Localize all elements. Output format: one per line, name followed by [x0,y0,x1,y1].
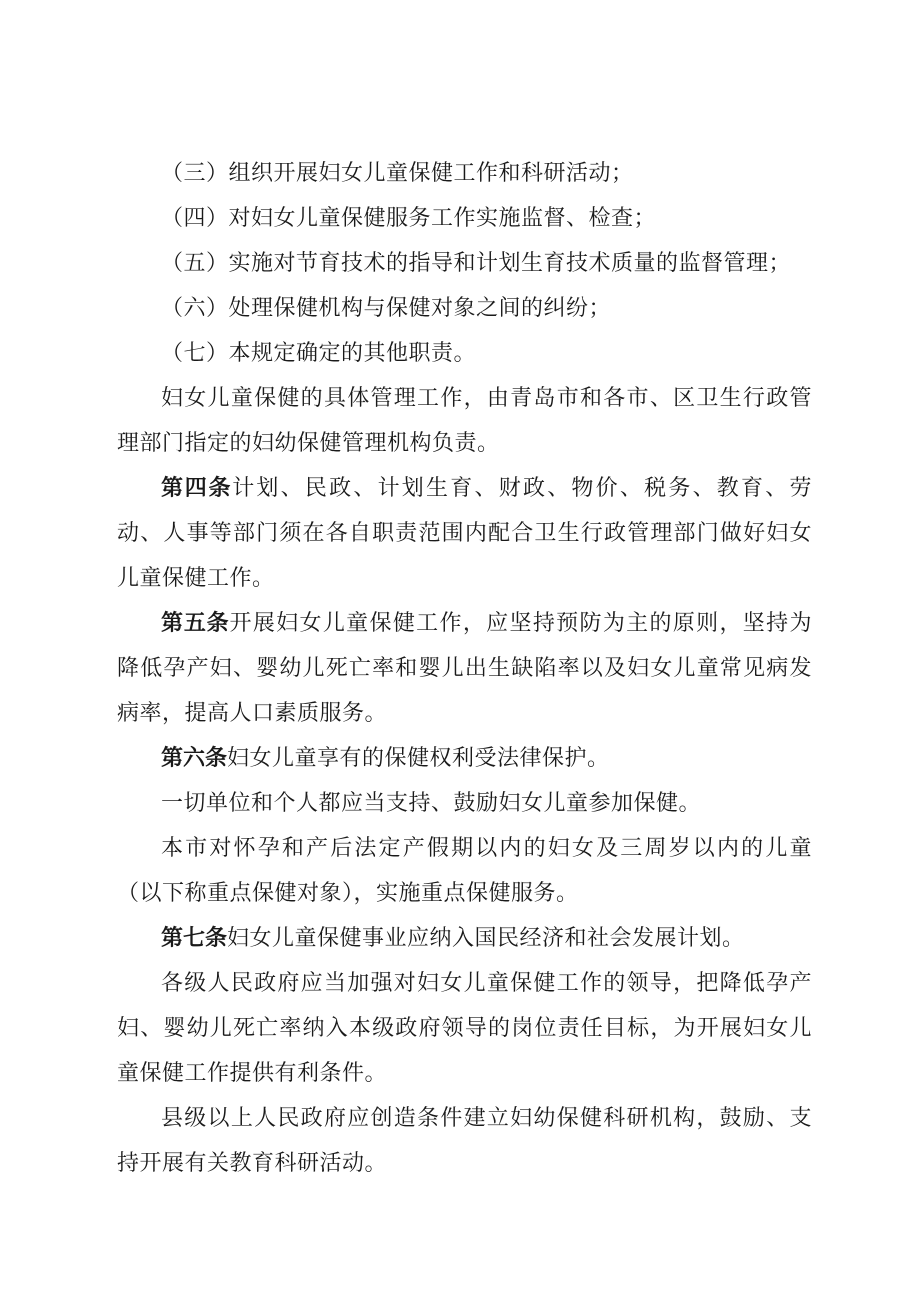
article-7-label: 第七条 [161,926,228,951]
article-6-paragraph [117,736,812,781]
article-5-text: 开展妇女儿童保健工作，应坚持预防为主的原则，坚持为降低孕产妇、婴幼儿死亡率和婴儿出生缺陷率以及妇女儿童常见病发病率，提高人口素质服务。 [117,611,812,726]
list-item-3: （三）组织开展妇女儿童保健工作和科研活动； [161,161,634,186]
article-7-paragraph-3: 县级以上人民政府应创造条件建立妇幼保健科研机构，鼓励、支持开展有关教育科研活动。 [117,1106,812,1176]
list-item-5: （五）实施对节育技术的指导和计划生育技术质量的监督管理； [161,251,792,276]
management-paragraph: 妇女儿童保健的具体管理工作，由青岛市和各市、区卫生行政管理部门指定的妇幼保健管理机构负责。 [117,386,812,456]
article-7-paragraph-2: 各级人民政府应当加强对妇女儿童保健工作的领导，把降低孕产妇、婴幼儿死亡率纳入本级政府领导的岗位责任目标，为开展妇女儿童保健工作提供有利条件。 [117,971,812,1086]
list-item-6: （六）处理保健机构与保健对象之间的纠纷； [161,296,612,321]
article-5-paragraph [117,601,812,736]
list-item-4: （四）对妇女儿童保健服务工作实施监督、检查； [161,206,657,231]
article-4-paragraph [117,466,812,601]
article-6-paragraph-3: 本市对怀孕和产后法定产假期以内的妇女及三周岁以内的儿童（以下称重点保健对象），实施重点保健服务。 [117,836,812,906]
article-4-text: 计划、民政、计划生育、财政、物价、税务、教育、劳动、人事等部门须在各自职责范围内配合卫生行政管理部门做好妇女儿童保健工作。 [117,476,812,591]
list-item-7: （七）本规定确定的其他职责。 [161,341,477,366]
article-6-label: 第六条 [161,746,228,771]
article-6-paragraph-2: 一切单位和个人都应当支持、鼓励妇女儿童参加保健。 [161,791,702,816]
article-6-text: 妇女儿童享有的保健权利受法律保护。 [227,746,610,771]
document-body [117,151,812,1186]
article-5-label: 第五条 [161,611,230,636]
article-4-label: 第四条 [161,476,233,501]
article-7-text: 妇女儿童保健事业应纳入国民经济和社会发展计划。 [227,926,745,951]
article-7-paragraph [117,916,812,961]
